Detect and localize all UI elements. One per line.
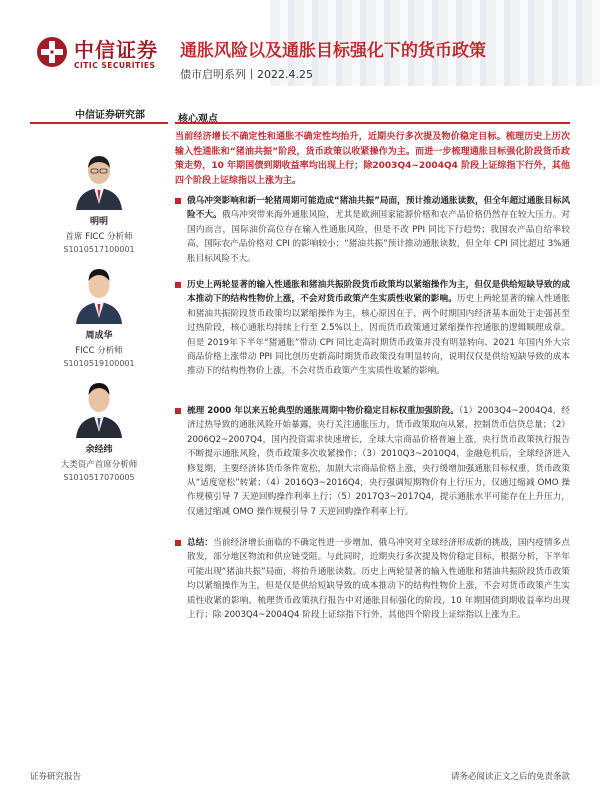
analyst-license-id: S1010517100001 (63, 245, 135, 254)
key-point-text (187, 194, 570, 266)
core-summary: 当前经济增长不确定性和通胀不确定性均抬升，近期央行多次提及物价稳定目标。梳理历史上历次输入性通胀和“猪油共振”阶段，货币政策以收紧操作为主。而进一步梳理通胀目标强化阶段货币政策走势，10 年期国债到期收益率均出现上行；除2003Q4~2004Q4 阶段上证综指下行外，其他四个阶段上证综指以上涨为主。 (175, 132, 570, 186)
key-point-lead: 俄乌冲突影响和新一轮猪周期可能造成“猪油共振”局面，预计推动通胀读数，但全年超过通胀目标风险不大。 (187, 196, 570, 221)
logo-text-cn: 中信证券 (74, 38, 158, 62)
key-point (175, 278, 570, 379)
analyst-photo-avatar (72, 144, 126, 210)
analyst-role: FICC 分析师 (75, 346, 123, 356)
research-dept-heading: 中信证券研究部 (75, 110, 145, 121)
footer-report-type: 证券研究报告 (30, 772, 82, 782)
analyst-name: 周成华 (85, 331, 113, 341)
analyst-license-id: S1010519100001 (63, 359, 135, 368)
key-point-text (187, 278, 570, 379)
bullet-square-icon (175, 408, 181, 414)
key-point (175, 536, 570, 622)
analyst-role: 大类资产首席分析师 (60, 460, 138, 470)
citic-logo-icon (36, 36, 68, 68)
analyst-photo-avatar (72, 372, 126, 438)
key-point-lead: 历史上两轮显著的输入性通胀和猪油共振阶段货币政策均以紧缩操作为主，但仅是供给短缺导致的成本推动下的结构性物价上涨，不会对货币政策产生实质性收紧的影响。 (187, 280, 570, 305)
analyst-photo-avatar (72, 258, 126, 324)
bullet-square-icon (175, 540, 181, 546)
key-point (175, 194, 570, 266)
left-divider (30, 122, 168, 124)
key-point-body: （1）2003Q4~2004Q4，经济过热导致的通胀风险开始暴露，央行关注通胀压力，货币政策取向从紧，控制货币信贷总量；（2）2006Q2~2007Q4，国内投资需求快速增长，全球大宗商品价格普遍上涨，央行货币政策执行报告不断提示通胀风险，货币政策多次收紧操作；（3）2010Q3~2010Q4，金融危机后，全球经济进入修复期，主要经济体货币条件宽松，加剧大宗商品价格上涨，央行缓增加强通胀目标权重，货币政策从“适度宽松”转紧；（4）2016Q3~2016Q4，央行强调短期物价有上行压力，仅通过缩减 OMO 操作规模引导 7 天逆回购操作利率上行；（5）2017Q3~2017Q4，提示通胀水平可能存在上升压力，仅通过缩减 OMO 操作规模引导 7 天逆回购操作利率上行。 (187, 406, 570, 517)
report-header (0, 0, 600, 100)
footer-disclaimer: 请务必阅读正文之后的免责条款 (450, 772, 570, 782)
core-view-heading: 核心观点 (178, 114, 218, 125)
key-point-text (187, 536, 570, 622)
citic-logo (36, 34, 176, 74)
key-point-body: 俄乌冲突带来海外通胀风险，尤其是欧洲国家能源价格和农产品价格仍然存在较大压力。对国内而言，国际油价高位存在输入性通胀风险，但是不改 PPI 同比下行趋势；我国农产品自给率较高，国际农产品价格对 CPI 的影响较小；“猪油共振”预计推动通胀读数，但全年 CPI 同比超过 3%通胀目标风险不大。 (187, 210, 570, 264)
key-point-body: 历史上两轮显著的输入性通胀和猪油共振阶段货币政策均以紧缩操作为主，核心原因在于，两个时期国内经济基本面处于走强甚至过热阶段，核心通胀均持续上行至 2.5%以上，因而货币政策通过紧缩操作控通胀的逻辑顺理成章。但是 2019年下半年“猪通胀”带动 CPI 同比走高时期货币政策并没有明显转向、2021 年国内外大宗商品价格上涨带动 PPI 同比创历史新高时期货币政策没有明显转向，说明仅仅是供给短缺导致的成本推动下的结构性物价上涨，不会对货币政策产生实质性收紧的影响。 (187, 294, 570, 377)
analyst-card (30, 372, 168, 482)
key-point (175, 404, 570, 519)
analyst-card (30, 258, 168, 368)
report-title: 通胀风险以及通胀目标强化下的货币政策 (180, 41, 486, 61)
report-subtitle: 债市启明系列丨2022.4.25 (180, 68, 313, 81)
key-point-body: 当前经济增长面临的不确定性进一步增加，俄乌冲突对全球经济形成新的挑战，国内疫情多点散发，部分地区物流和供应链受阻。与此同时，近期央行多次提及物价稳定目标，根据分析，下半年可能出现“猪油共振”局面，将抬升通胀读数。历史上两轮显著的输入性通胀和猪油共振阶段货币政策均以紧缩操作为主，但是仅是供给短缺导致的成本推动下的结构性物价上涨，不会对货币政策产生实质性收紧的影响。梳理货币政策执行报告中对通胀目标强化的阶段，10 年期国债到期收益率均出现上行；除 2003Q4~2004Q4 阶段上证综指下行外，其他四个阶段上证综指以上涨为主。 (187, 538, 570, 621)
analyst-role: 首席 FICC 分析师 (65, 232, 133, 242)
right-divider (175, 122, 570, 124)
analyst-name: 余经纬 (85, 445, 113, 455)
key-point-lead: 梳理 2000 年以来五轮典型的通胀周期中物价稳定目标权重加强阶段。 (187, 406, 459, 416)
bullet-square-icon (175, 198, 181, 204)
key-point-text (187, 404, 570, 519)
key-point-lead: 总结： (187, 538, 214, 548)
bullet-square-icon (175, 282, 181, 288)
analyst-license-id: S1010517070005 (63, 473, 135, 482)
analyst-name: 明明 (89, 217, 108, 227)
analyst-card (30, 144, 168, 254)
logo-text-en: CITIC SECURITIES (74, 61, 156, 70)
